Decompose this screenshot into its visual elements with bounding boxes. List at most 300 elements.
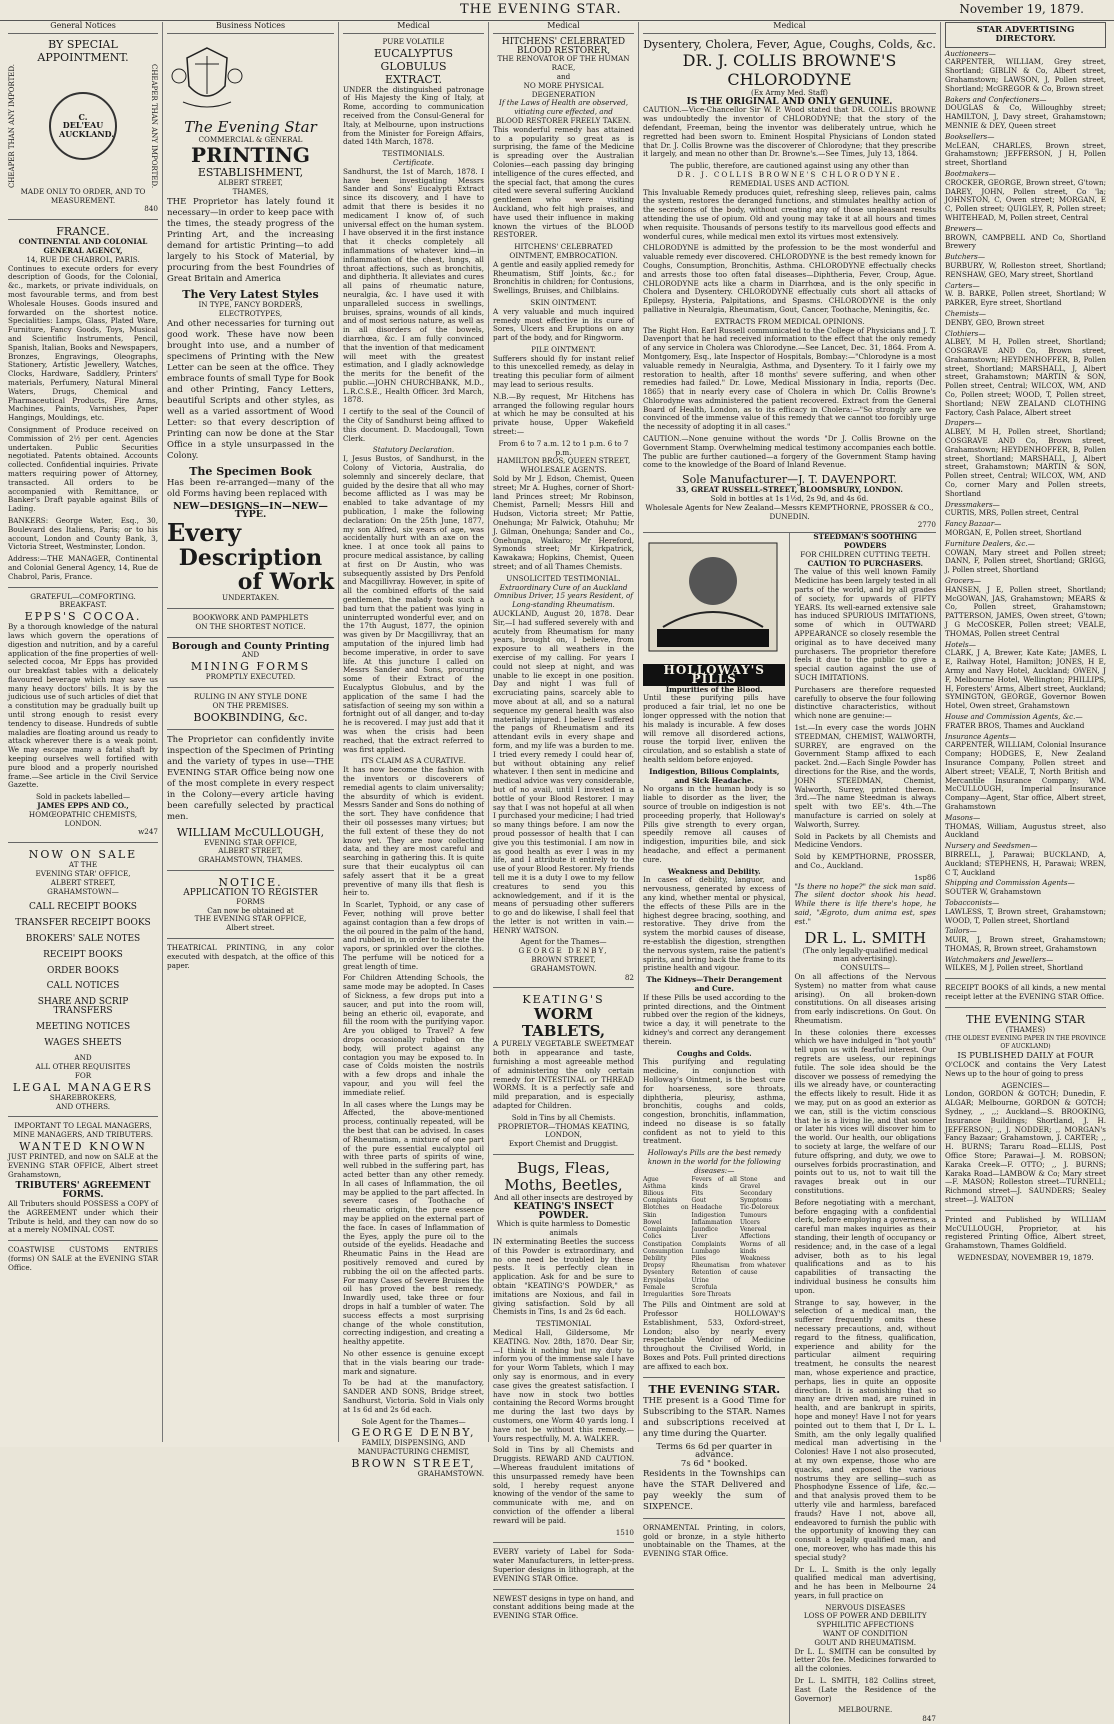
smith-body-4: Dr L. L. Smith is the only legally qualified medical man advertising, and he has been in Melbourne 24 years, in full practice on [794, 1564, 936, 1600]
albert-street: ALBERT STREET, [218, 178, 283, 188]
davenport-address: 33, GREAT RUSSELL-STREET, BLOOMSBURY, LONDON. [676, 485, 903, 495]
disease-item: Bilious Complaints [643, 1190, 678, 1205]
directory-entry [945, 641, 1106, 711]
ornamental-printing: ORNAMENTAL Printing, in colors, gold or bronze, in a style hitherto unobtainable on the Thames, at the EVENING STAR Office. [643, 1522, 786, 1559]
disease-item: Stone and Gravel [739, 1175, 786, 1190]
albert-street-3: Albert street. [226, 923, 275, 933]
steedman-heading: STEEDMAN'S SOOTHING POWDERS [813, 532, 918, 551]
mining-forms: MINING FORMS [190, 660, 311, 674]
on-premises: ON THE PREMISES. [212, 700, 289, 710]
published-body: O'CLOCK and contains the Very Latest News up to the hour of going to press [945, 1060, 1106, 1078]
denby-name: GEORGE DENBY, [518, 946, 609, 956]
directory-listing: MUIR, J, Brown street, Grahamstown; THOMAS, R, Brown street, Grahamstown [945, 935, 1106, 953]
type-borders: IN TYPE, FANCY BORDERS, [198, 299, 303, 309]
every-variety: EVERY variety of Label for Soda-water Manufacturers, in letter-press. Superior designs in lithograph, at the EVENING STAR Office. [493, 1547, 634, 1583]
disease-item: Jaundice [691, 1226, 718, 1234]
and-word: AND [74, 1053, 92, 1063]
booked: 7s 6d " booked. [680, 1459, 748, 1470]
disease-item: Dysentery [643, 1269, 674, 1277]
and-word: AND [241, 650, 260, 660]
wholesale-agents: Wholesale Agents for New Zealand—Messrs KEMPTHORNE, PROSSER & CO., DUNEDIN. [645, 502, 934, 521]
obtained-at: Can now be obtained at [207, 905, 294, 915]
original-genuine: IS THE ORIGINAL AND ONLY GENUINE. [686, 96, 893, 107]
grahamstown: GRAHAMSTOWN. [417, 1468, 484, 1478]
albert-street-2: ALBERT STREET, [218, 846, 283, 856]
column-business-notices [162, 22, 338, 1442]
holloway-crest-icon [643, 537, 783, 657]
residents-body: Residents in the Townships can have the STAR Delivered and pay weekly the sum of SIXPENCE. [643, 1468, 786, 1512]
directory-category: Bakers and Confectioners— [945, 94, 1047, 104]
agency-body: Continues to execute orders for every description of Goods, for the Colonial, &c., markets, or private individuals, on most favourable terms, and from best Wholesale Houses. Goods insured and forwarded on the shortest notice. Specialities: Lamps, Glass, Plated Ware, Furniture, Fancy Goods, Toys, Musical and Scientific Instruments, Pencil, Spanish, Italian, Books and Newspapers, Bronzes, Engravings, Oleographs, Stationery, Artistic Jewellery, Watches, Clocks, Hardware, Saddlery, Printers' materials, Perfumery, Natural Mineral Waters, Drugs, Chemical and Pharmaceutical Products, Fire Arms, Machines, Paints, Varnishes, Paper Hangings, Mouldings, etc. [8, 263, 158, 423]
disease-item: Debility [643, 1254, 667, 1262]
disease-item: Secondary Symptoms [739, 1190, 773, 1205]
exterminating-body: IN exterminating Beetles the success of this Powder is extraordinary, and no one need be troubled by these pests. It is perfectly clean in application. Ask for and be sure to obtain "KEATING'S POWDER," as imitations are Noxious, and fail in giving satisfaction. Sold by all Chemists in Tins, 1s and 2s 6d each. [493, 1237, 634, 1317]
hitchens-body-1: This wonderful remedy has attained to a popularity so great as is surprising, the fame of the Medicine is spreading over the Australian Colonies—each passing day bringing intelligence of the cures effected, and the special fact, that among the cures cited were several suffering Auckland gentlemen who were visiting Auckland, who felt high praises, and have used their influence in making known the virtues of the BLOOD RESTORER. [493, 124, 634, 240]
notice-heading: NOTICE. [218, 875, 283, 889]
directory-category: Dressmakers— [945, 499, 1000, 509]
seal-text: C. DEL'EAU AUCKLAND. [59, 111, 115, 140]
specimen-book: The Specimen Book [189, 464, 312, 478]
smith-body-2: Before negotiating with a merchant, before engaging with a confidential clerk, before employing a governess, a careful man makes inquiries as their standing, their length of occupancy or residence; and, in the case of a legal adviser, both as to his legal qualifications and as to his capabilities of transacting the individual business he consults him upon. [794, 1197, 936, 1295]
melbourne: MELBOURNE. [838, 1705, 893, 1715]
terms: Terms 6s 6d per quarter in advance. [656, 1441, 773, 1461]
confidently-body: The Proprietor can confidently invite inspection of the Specimen of Printing and the variety of types in use—THE EVENING STAR Office being now one of the most complete in every respect in the Colony—every article having been carefully selected by practical men. [167, 734, 334, 822]
bookwork: BOOKWORK AND PAMPHLETS [192, 612, 309, 622]
disease-item: Blotches on Skin [643, 1204, 689, 1219]
extract-heading: EXTRACT. [384, 72, 443, 86]
directory-entry [945, 899, 1106, 925]
grateful-heading: GRATEFUL—COMFORTING. [30, 591, 136, 601]
wanted-known: WANTED KNOWN [19, 1139, 147, 1153]
and-word: and [556, 71, 571, 81]
ruling: RULING IN ANY STYLE DONE [193, 691, 308, 701]
disease-item: Venereal Affections [739, 1226, 771, 1241]
directory-listing: COWAN, Mary street and Pollen street; DANN, F, Pollen street, Shortland; GRIGG, J, Pollen street, Shortland [945, 547, 1106, 575]
nervous-diseases: NERVOUS DISEASES [825, 1602, 906, 1612]
directory-category: Bootmakers— [945, 168, 996, 178]
certificate-heading: Certificate. [393, 157, 434, 167]
directory-entry [945, 713, 1106, 731]
agency-bankers: BANKERS: George Water, Esq., 30, Boulevard des Italiens, Paris; or to his account, London and County Bank, 3, Victoria Street, Westminster, London. [8, 515, 158, 552]
latest-styles: The Very Latest Styles [182, 287, 319, 301]
hitchens-body-3: A very valuable and much inquired remedy most effective in its cure of Sores, Ulcers and Eruptions on any part of the body, and for Ringworm. [493, 306, 634, 343]
directory-listing: ALBEY, M H, Pollen street, Shortland; COSGRAVE AND Co, Brown street, Grahamstown; HEYDENHOFFER, B, Pollen street, Shortland; MARSHALL, J, Albert street, Grahamstown; MARTIN & SON, Pollen street, Central; WILCOX, WM, AND Co, corner Mary and Pollen streets, Shortland [945, 427, 1106, 498]
directory-category: Brewers— [945, 223, 983, 233]
keating-powder: KEATING'S INSECT POWDER. [513, 1201, 614, 1221]
borough-printing: Borough and County Printing [171, 640, 330, 652]
directory-category: Shipping and Commission Agents— [945, 878, 1075, 888]
agency-address: 14, RUE DE CHABROL, PARIS. [26, 254, 140, 264]
kidneys-heading: The Kidneys—Their Derangement and Cure. [646, 975, 783, 993]
column-heading: Business Notices [167, 22, 334, 34]
directory-listing: BROWN, CAMPBELL AND Co, Shortland Brewery [945, 232, 1106, 251]
disease-item: Tumours [739, 1211, 767, 1219]
directory-listing: CARPENTER, WILLIAM, Grey street, Shortland; GIBLIN & Co, Albert street, Grahamstown; LAWSON, J, Pollen street, Shortland; McGREGOR & Co, Brown street [945, 57, 1106, 93]
evening-star-title: The Evening Star [184, 117, 317, 136]
sole-manufacturer: Sole Manufacturer—J. T. DAVENPORT. [682, 473, 897, 487]
directory-heading: STAR ADVERTISING DIRECTORY. [945, 22, 1106, 48]
description-heading: Description [178, 545, 323, 572]
receipt-books: RECEIPT BOOKS of all kinds, a new mental receipt letter at the EVENING STAR Office. [945, 983, 1106, 1002]
brown-street: BROWN STREET, [531, 955, 596, 965]
ad-number-2: 1510 [615, 1527, 634, 1537]
book-item: ORDER BOOKS [46, 965, 119, 976]
other-body: And other necessaries for turning out good work. These have now been brought into use, and a number of specimens of Printing with the New Letter can be seen at the office. They embrace founts of small Type for Book and other Printing, Fancy Letters, beautiful Scripts and other styles, as well as a varied assortment of Wood Letter: so that every description of Printing can now be done at the Star Office in a style unsurpassed in the Colony. [167, 318, 334, 461]
gout-rheumatism: GOUT AND RHEUMATISM. [814, 1637, 917, 1647]
directory-listing: McLEAN, CHARLES, Brown street, Grahamstown; JEFFERSON, J H, Pollen street, Shortland [945, 140, 1106, 168]
directory-entry [945, 225, 1106, 251]
electrotypes: ELECTROTYPES, [218, 308, 283, 318]
testimonials-heading: TESTIMONIALS. [382, 149, 445, 159]
thames: THAMES, [232, 187, 269, 197]
disease-item: Liver Complaints [691, 1233, 726, 1248]
directory-entry [945, 927, 1106, 953]
directory-listing: W. B. BARKE, Pollen street, Shortland; W PARKER, Eyre street, Shortland [945, 289, 1106, 308]
table-intro: Holloway's Pills are the best remedy known in the world for the following diseases:— [647, 1148, 781, 1175]
directory-entry [945, 170, 1106, 223]
disease-item: Weakness from whatever cause [739, 1254, 786, 1277]
eucalyptus-notice: No other essence is genuine except that in the vials bearing our trade-mark and signature. [343, 1348, 484, 1376]
disease-item: Rheumatism [691, 1262, 730, 1270]
eucalyptus-heading: EUCALYPTUS GLOBULUS [373, 46, 454, 73]
epps-sub: HOMŒOPATHIC CHEMISTS, [28, 809, 138, 819]
book-item: RECEIPT BOOKS [43, 949, 123, 960]
testimonial-heading: TESTIMONIAL [536, 1319, 591, 1329]
every-heading: Every [167, 518, 242, 548]
directory-entry [945, 879, 1106, 897]
disease-item: Piles [691, 1254, 706, 1262]
chlorodyne-body-2: CHLORODYNE is admitted by the profession to be the most wonderful and valuable remedy ever discovered. CHLORODYNE is the best remedy known for Coughs, Consumption, Bronchitis, Asthma. CHLORODYNE effectually checks and arrests those too often fatal diseases—Diphtheria, Fever, Croup, Ague. CHLORODYNE acts like a charm in Diarrhœa, and is the only specific in Cholera and Dysentery. CHLORODYNE effectually cuts short all attacks of Epilepsy, Hysteria, Palpitations, and Spasms. CHLORODYNE is the only palliative in Neuralgia, Rheumatism, Gout, Cancer, Toothache, Meningitis, &c. [643, 243, 936, 314]
shortest-notice: ON THE SHORTEST NOTICE. [195, 621, 306, 631]
disease-item: Bowel Complaints [643, 1218, 678, 1234]
steedman-sold: Sold in Packets by all Chemists and Medicine Vendors. [794, 831, 936, 850]
disease-item: Consumption [643, 1247, 684, 1255]
grahamstown: GRAHAMSTOWN. [530, 963, 597, 973]
wanted-body: JUST PRINTED, and now on SALE at the EVENING STAR OFFICE, Albert street Grahamstown, [8, 1151, 158, 1179]
directory-category: Masons— [945, 812, 981, 822]
disease-item: Asthma [643, 1182, 666, 1190]
and-others: AND OTHERS. [55, 1101, 111, 1111]
directory-entry [945, 956, 1106, 974]
epps-city: LONDON. [64, 818, 102, 828]
claim-heading: ITS CLAIM AS A CURATIVE. [361, 756, 466, 766]
worm-tablets: WORM TABLETS, [521, 1005, 606, 1041]
unsolicited-heading: UNSOLICITED TESTIMONIAL. [506, 573, 621, 583]
epps-cocoa-heading: EPPS'S COCOA. [24, 610, 142, 624]
directory-category: Furniture Dealers, &c.— [945, 538, 1035, 548]
directory-entry [945, 419, 1106, 498]
chlorodyne-caution-2: CAUTION.—None genuine without the words "Dr J. Collis Browne on the Government Stamp. Overwhelming medical testimony accompanies each bottle. The public are further cautioned—a forgery of the Government Stamp having come to the knowledge of the Board of Inland Revenue. [643, 434, 936, 470]
indigestion-body: No organs in the human body is so liable to disorder as the liver, the source of trouble on indigestion is not proceeding properly, that Holloway's Pills give strength to every organ, speedily remove all causes of indigestion, impurities bile, and sick headache, and effect a permanent cure. [643, 784, 786, 864]
directory-listing: HANSEN, J E, Pollen street, Shortland; McGOWAN, JAS, Grahamstown; MEARS & Co, Pollen street, Grahamstown; PATTERSON, JAMES, Owen street, G'town; J G McCOSKER, Pollen street; VEALE, THOMAS, Pollen street Central [945, 584, 1106, 638]
side-text-right: CHEAPER THAN ANY IMPORTED. [150, 63, 158, 188]
agency-contact: Address:—THE MANAGER, Continental and Colonial General Agency, 14, Rue de Chabrol, Paris, France. [8, 554, 158, 581]
thames: (THAMES) [1005, 1024, 1046, 1034]
eucalyptus-body-1: UNDER the distinguished patronage of His Majesty the King of Italy, at Rome, according to communication received from the Consul-General for Italy, at Melbourne, upon instructions from the Minister for Foreign Affairs, dated 14th March, 1878. [343, 84, 484, 147]
steedman-list: 1st.—In every case the words JOHN STEEDMAN, CHEMIST, WALWORTH, SURREY, are engraved on the Government Stamp affixed to each packet. 2nd.—Each Single Powder has directions for the Rise, and the words, JOHN STEEDMAN, Chemist, Walworth, Surrey, printed thereon. 3rd.—The name Steedman is always spelt with two EE's. 4th.—The manufacture is carried on solely at Walworth, Surrey. [794, 722, 936, 829]
directory-entry [945, 133, 1106, 168]
remedial-heading: REMEDIAL USES AND ACTION. [729, 178, 850, 188]
column-heading: General Notices [8, 22, 158, 34]
disease-item: Dropsy [643, 1262, 665, 1270]
bugs-fleas: Bugs, Fleas, Moths, Beetles, [504, 1159, 623, 1195]
hitchens-ointment: HITCHENS' CELEBRATED OINTMENT, EMBROCATION. [509, 242, 618, 260]
smith-end: Dr L. L. SMITH can be consulted by letter 20s fee. Medicines forwarded to all the colonies. [794, 1646, 936, 1674]
eucalyptus-had: To be had at the manufactory, SANDER AND SONS, Bridge street, Sandhurst, Victoria. Sold in Vials only at 1s 6d and 2s 6d each. [343, 1378, 484, 1414]
skin-ointment: SKIN OINTMENT. [530, 297, 597, 307]
directory-category: Chemists— [945, 308, 986, 318]
directory-listing: CLARK, J A, Brewer, Kate Kate; JAMES, L E, Railway Hotel, Hamilton; JONES, H E, Army and Navy Hotel, Auckland; OWEN, J F, Melbourne Hotel, Wellington; PHILLIPS, H, Foresters' Arms, Albert street, Auckland; SYMINGTON, GEORGE, Governor Bowen Hotel, Owen street, Grahamstown [945, 648, 1106, 711]
steedman-body: The value of this well known Family Medicine has been largely tested in all parts of the world, and by all grades of society, for upwards of FIFTY YEARS. Its well-earned extensive sale has induced SPURIOUS IMITATIONS, some of which in OUTWARD APPEARANCE so closely resemble the original as to have deceived many purchasers. The proprietor therefore feels it due to the public to give a special caution against the use of SUCH IMITATIONS. [794, 567, 936, 682]
column-heading: Medical [493, 22, 634, 34]
epps-body: By a thorough knowledge of the natural laws which govern the operations of digestion and nutrition, and by a careful application of the fine properties of well-selected cocoa, Mr Epps has provided our breakfast tables with a delicately flavoured beverage which may save us many heavy doctors' bills. It is by the judicious use of such articles of diet that a constitution may be gradually built up until strong enough to resist every tendency to disease. Hundreds of subtle maladies are floating around us ready to attack wherever there is a weak point. We may escape many a fatal shaft by keeping ourselves well fortified with pure blood and a properly nourished frame.—See article in the Civil Service Gazette. [8, 622, 158, 790]
disease-item: Headache [691, 1204, 723, 1212]
albert-street: ALBERT STREET, [50, 877, 116, 887]
column-directory [940, 22, 1110, 1442]
disease-item: Retention of Urine [691, 1269, 737, 1284]
disease-item: Ague [643, 1175, 659, 1183]
directory-category: House and Commission Agents, &c.— [945, 711, 1083, 721]
agency-body-2: Consignment of Produce received on Commission of 2½ per cent. Agencies undertaken. Public Securities negotiated. Patents obtained. Accounts collected. Confidential inquiries. Private matters requiring power of Attorney, transacted. All orders to be accompanied with Remittance, or Banker's Draft payable against Bills of Lading. [8, 424, 158, 514]
coughs-heading: Coughs and Colds. [676, 1048, 752, 1058]
undertaken: UNDERTAKEN. [222, 593, 279, 603]
directory-entry [945, 520, 1106, 538]
made-only: MADE ONLY TO ORDER, AND TO MEASUREMENT. [20, 186, 146, 205]
column-heading: Medical [343, 22, 484, 34]
syphilitic: SYPHILITIC AFFECTIONS [816, 1620, 914, 1630]
ex-army: (Ex Army Med. Staff) [751, 87, 828, 97]
consults: CONSULTS— [840, 963, 891, 973]
theatrical-notice: THEATRICAL PRINTING, in any color executed with despatch, at the office of this paper. [167, 942, 334, 970]
smith-body: In these colonies there excesses which we have indulged in "hot youth" tell upon us with fearful interest. Our regrets are useless, our repinings futile. The sole idea should be the discover we possess of remedying the ills we already have, or counteracting the effects likely to result. Hide it as we may, put on as good an exterior as we can, still is the victim conscious that he is a living lie, and that sooner or later his vices will discover him to the world. Our health, our obligations to society at large, the welfare of our future offspring, and duty, we owe to ourselves forbids procrastination, and points out to us, not to wait till the ravages break out in our constitutions. [794, 1027, 936, 1196]
book-item: CALL RECEIPT BOOKS [29, 902, 137, 913]
testimonial-body: AUCKLAND, August 20, 1878. Dear Sir,—I had suffered severely with and acutely from Rheumatism for many years, brought on, I believe, from exposure to all weathers in the exercise of my calling. For years I could not sleep at night, and was unable to lie except in one position. Day and night I was full of excruciating pains, scarcely able to move about at all, and so a natural sequence my general health was also materially injured. I believe I suffered the pangs of Rheumatism and its attendant evils in every shape and form, and my life was a burden to me. I tried every remedy I could hear of, but without obtaining any relief whatever. I then sent in medicine and medical advice was very considerable, but of no avail, until I invested in a bottle of your Blood Restorer. I may say that I was not hopeful at all when I purchased your medicine; I had tried so many things before. I am now the proud possessor of health that I can give you this testimonial. I am now in as good health as ever I was in my life, and I attribute it entirely to the use of your Blood Restorer. My friends tell me it is a duty I owe to my fellow creatures to send you this acknowledgement, and if it is the means of persuading other sufferers to go and do likewise, I shall feel that the letter is not written in vain.—HENRY WATSON. [493, 609, 634, 935]
coat-of-arms-icon [167, 42, 247, 112]
important-notice: IMPORTANT TO LEGAL MANAGERS, MINE MANAGERS, AND TRIBUTERS. [12, 1121, 153, 1140]
grahamstown-thames: GRAHAMSTOWN, THAMES. [198, 855, 303, 865]
directory-entry [945, 814, 1106, 840]
disease-item: Worms of all kinds [739, 1240, 786, 1255]
column-heading: Medical [643, 22, 936, 34]
export-chemist: Export Chemist and Druggist. [508, 1139, 619, 1149]
book-item: WAGES SHEETS [44, 1037, 122, 1048]
book-item: CALL NOTICES [46, 981, 120, 992]
ad-number: 840 [144, 204, 158, 214]
hitchens-body-6: Sold by Mr J. Edson, Chemist, Queen street; Mr A. Hughes, corner of Short-land Princes street; Mr Robinson, Chemist, Parnell; Messrs Hill and Hudson, Victoria street; Mr Pattie, Onehunga; Mr Falwick, Otahuhu; Mr J. Gilman, Onehunga; Sander and Co., Onehunga, Waikaro; Mr Hereford, Symonds street; Mr Kirkpatrick, Kawakawa; Hopkins, Chemist, Queen street; and of all Thames Chemists. [493, 474, 634, 572]
directory-listing: SOUTER W, Grahamstown [945, 887, 1042, 897]
london: LONDON, [545, 1130, 582, 1140]
hamilton-bros: HAMILTON BROS, QUEEN STREET, WHOLESALE AGENTS. [496, 456, 631, 475]
disease-item: Female Irregularities [643, 1283, 684, 1298]
consult-hours: From 6 to 7 a.m. 12 to 1 p.m. 6 to 7 p.m. [498, 438, 629, 457]
sharebrokers: SHAREBROKERS, [49, 1092, 117, 1102]
steedman-subcolumn [790, 533, 936, 1724]
promptly: PROMPTLY EXECUTED. [205, 672, 296, 682]
tributers-forms: TRIBUTERS' AGREEMENT FORMS. [15, 1181, 151, 1201]
directory-listing: THOMAS, William, Augustus street, also Auckland [945, 821, 1106, 840]
disease-item: Gout [691, 1197, 707, 1205]
directory-entry [945, 842, 1106, 877]
directory-category: Grocers— [945, 576, 982, 586]
disease-item: Tic-Doloreux [739, 1204, 779, 1212]
directory-listing: DOUGLAS & Co, Willoughby street; HAMILTON, J, Davy street, Grahamstown; MENNIE & DEY, Queen street [945, 103, 1106, 130]
es-title: THE EVENING STAR [966, 1012, 1085, 1026]
directory-category: Insurance Agents— [945, 731, 1017, 741]
column-medical-2 [488, 21, 638, 1621]
directory-listing: LAWLESS, T, Brown street, Grahamstown; WOOD, T, Pollen street, Shortland [945, 906, 1106, 925]
denby-name: GEORGE DENBY, [351, 1426, 476, 1440]
mccullough-name: WILLIAM McCULLOUGH, [176, 825, 325, 839]
directory-entry [945, 50, 1106, 94]
of-work-heading: of Work [237, 569, 334, 596]
chlorodyne-body-3: The Right Hon. Earl Russell communicated to the College of Physicians and J. T. Davenport that he had received information to the effect that the only remedy of any service in Cholera was Chlorodyne.—See Lancet, Dec. 31, 1864. From A. Montgomery, Esq., late Inspector of Hospitals, Bombay:—"Chlorodyne is a most valuable remedy in Neuralgia, Asthma, and Dysentery. To it I fairly owe my restoration to health, after 18 months' severe suffering, and when other remedies had failed." Dr. Lowe, Medical Missionary in India, reports (Dec. 1865) that in nearly every case of Cholera in which Dr. Collis Browne's Chlorodyne was administered the patient recovered. Extract from the General Board of Health, London, as to its efficacy in Cholera:—"So strongly are we convinced of the immense value of this remedy that we cannot too forcibly urge the necessity of adopting it in all cases." [643, 325, 936, 432]
directory-listing: CURTIS, MRS, Pollen street, Central [945, 508, 1079, 518]
caution-purchasers: CAUTION TO PURCHASERS. [807, 558, 924, 568]
statutory-heading: Statutory Declaration. [372, 445, 455, 455]
book-item: MEETING NOTICES [35, 1021, 131, 1032]
steedman-sold-2: Sold by KEMPTHORNE, PROSSER, and Co., Auckland. [794, 852, 936, 870]
issue-date: WEDNESDAY, NOVEMBER 19, 1879. [957, 1253, 1094, 1262]
eucalyptus-body-4: I, Jesus Bustos, of Sandhurst, in the Colony of Victoria, Australia, do solemnly and sincerely declare, that guided by the desire that all who may become afflicted as I was may be enabled to take advantage of my publication, I make the following declaration: On the 25th June, 1877, my son Alfred, six years of age, was accidentally hurt with an axe on the knee. I at once took all pains to procure medical assistance, by calling at first on Dr Austin, who was subsequently assisted by Drs Penfold and Macgillivray. However, in spite of all the combined efforts of the said gentlemen, the malady took such a bad turn that the patient was lying in uninterrupted wonderful ever, and on the 17th August, 1877, the opinion was given by Dr Macgillivray, that an amputation of the injured limb had become imperative, in order to save life. At this juncture I called on Messrs Sander and Sons, procuring some of their Extract of the Eucalyptus Globulus, and by the application of the same I had the satisfaction of seeing my son within a fortnight out of all danger, and to-day he is recovered. I may just add that it was when the crisis had been reached, that the extract referred to was first applied. [343, 454, 484, 754]
ad-number: 82 [624, 972, 634, 982]
published-daily: IS PUBLISHED DAILY at FOUR [957, 1051, 1094, 1062]
ad-number: 2770 [917, 520, 936, 530]
brown-street: BROWN STREET, [351, 1456, 476, 1470]
smith-body-3: Strange to say, however, in the selection of a medical man, the sufferer frequently omits these necessary precautions, and, without regard to the fitness, qualification, experience and ability for the particular ailment requiring treatment, he consults the nearest man, whose experience and practice, perhaps, lies in quite an opposite direction. It is astonishing that so many are driven mad, are ruined in health, and are bankrupt in spirits, hope and money! Have I not for years pointed out to them that I, Dr L. L. Smith, am the only legally qualified medical man advertising in the Colonies! Have I not also prosecuted, at my own expense, those who are quacks, and exposed the various nostrums they are selling—such as Phosphodyne Essence of Life, &c.—and that analysis proved them to be utterly vile and harmless, barefaced frauds? Have I not, above all, endeavored to furnish the public with the opportunity of knowing they can consult a legally qualified man, and one, moreover, who has made this his special study? [794, 1297, 936, 1562]
collis-name: DR. J. COLLIS BROWNE'S CHLORODYNE. [677, 169, 902, 179]
directory-category: Watchmakers and Jewellers— [945, 954, 1054, 964]
epps-sold: Sold in packets labelled— [35, 792, 131, 802]
disease-table [643, 1176, 785, 1298]
for-word: FOR [74, 1070, 92, 1080]
directory-category: Fancy Bazaar— [945, 519, 1002, 529]
restorer-free: BLOOD RESTORER FREELY TAKEN. [495, 115, 632, 125]
for-children: FOR CHILDREN CUTTING TEETH. [800, 549, 931, 559]
directory-category: Auctioneers— [945, 48, 996, 58]
book-item: BROKERS' SALE NOTES [25, 934, 141, 945]
legal-managers: LEGAL MANAGERS [12, 1080, 154, 1094]
application-register: APPLICATION TO REGISTER [183, 887, 318, 898]
bookbinding: BOOKBINDING, &c. [193, 710, 308, 724]
subscribe-body: THE present is a Good Time for Subscribing to the STAR. Names and subscriptions received at any time during the Quarter. [643, 1395, 786, 1439]
at-the: AT THE [68, 860, 98, 870]
grahamstown: GRAHAMSTOWN— [47, 886, 119, 896]
collis-browne-heading: DR. J. COLLIS BROWNE'S CHLORODYNE [682, 50, 897, 89]
hitchens-heading: HITCHENS' CELEBRATED BLOOD RESTORER, [501, 36, 626, 56]
loss-of-power: LOSS OF POWER AND DEBILITY [803, 1611, 927, 1621]
oldest-paper: (THE OLDEST EVENING PAPER IN THE PROVINCE OF AUCKLAND) [945, 1034, 1106, 1051]
impurities-body: Until these purifying pills have produced a fair trial, let no one be longer oppressed with the notion that his malady is incurable. A few doses will remove all disordered actions, rouse the torpid liver, enliven the circulation, and so establish a state of health seldom before enjoyed. [643, 693, 786, 765]
directory-entry [945, 282, 1106, 308]
star-office: EVENING STAR' OFFICE, [35, 869, 131, 879]
commercial-general: COMMERCIAL & GENERAL [198, 134, 303, 144]
printed-by: Printed and Published by WILLIAM McCULLOUGH, Proprietor, at his registered Printing Office, Albert street, Grahamstown, Thames Goldfield. [945, 1214, 1106, 1251]
agency-list: London, GORDON & GOTCH; Dunedin, F. ALGAR; Melbourne, GORDON & GOTCH; Sydney, ,, ,,; Auckland—S. BROOKING, Insurance Buildings; Shortland, J. H. JEFFERSON; ,, J. NODDER; ,, MORGAN's Fancy Bazaar; Grahamstown, J. CARTER; ,, H. BURNS; Tararu Road—ELLIS, Post Office Store; Parawai—J. M. ROBSON; Karaka Creek—F. OTTO; ,, J. BURNS; Karaka Road—LAMBOW & Co; Mary street—F. MASON; Rolleston street—TURNELL; Richmond street—J. SAUNDERS; Sealey street—J. WALTON [945, 1089, 1106, 1205]
epps-number: w247 [138, 827, 158, 837]
disease-item: Fits [691, 1190, 704, 1198]
ad-number-3: 847 [922, 1714, 936, 1724]
smith-address: Dr L. L. SMITH, 182 Collins street, East (Late the Residence of the Governor) [794, 1676, 936, 1703]
paper-title: THE EVENING STAR. [460, 2, 622, 17]
hitchens-body-5: N.B.—By request, Mr Hitchens has arranged the following regular hours at which he may be consulted at his private house, Upper Wakefield street:— [493, 391, 634, 437]
want-of-condition: WANT OF CONDITION [822, 1629, 908, 1639]
weakness-body: In cases of debility, languor, and nervousness, generated by excess of any kind, whether mental or physical, the effects of these Pills are in the highest degree bracing, soothing, and restorative. They drive from the system the morbid causes of disease, re-establish the digestion, strengthen the nervous system, raise the patient's spirits, and bring back the frame to its pristine health and vigour. [643, 875, 786, 973]
worm-body: A PURELY VEGETABLE SWEETMEAT both in appearance and taste, furnishing a most agreeable method of administering the only certain remedy for INTESTINAL or THREAD WORMS. It is a perfectly safe and mild preparation, and is especially adapted for Children. [493, 1039, 634, 1111]
directory-listing: CROCKER, GEORGE, Brown street, G'town; DAREY, JOHN, Pollen street, Co 'la; JOHNSTON, C, Owen street; MORGAN, E C, Pollen street; QUIGLEY, R, Pollen street; WHITEHEAD, M, Pollen street, Central [945, 177, 1106, 222]
only-qualified: (The only legally-qualified medical man advertising). [802, 945, 928, 964]
hitchens-body-4: Sufferers should fly for instant relief to this unexcelled remedy, as delay in treating this peculiar form of ailment may lead to serious results. [493, 353, 634, 390]
agencies-heading: AGENCIES— [1001, 1080, 1050, 1090]
breakfast-heading: BREAKFAST. [59, 600, 107, 610]
no-hope-verse: "Is there no hope?" the sick man said. The silent doctor shook his head. While there is life there's hope, he said, "Ægroto, dum anima est, spes est." [794, 881, 936, 926]
directory-listing: ALBEY, M H, Pollen street, Shortland; COSGRAVE AND Co, Brown street, Grahamstown; HEYDENHOFFER, B, Pollen street, Shortland; MARSHALL, J, Albert street, Grahamstown; MARTIN & SON, Pollen street, Central; WILCOX, WM, AND Co, Pollen street; WOOD, T, Pollen street, Shortland; NEW ZEALAND CLOTHING Factory, Cash Palace, Albert street [945, 337, 1106, 417]
directory-category: Drapers— [945, 418, 982, 428]
pure-volatile: PURE VOLATILE [382, 36, 445, 46]
directory-category: Hotels— [945, 639, 976, 649]
disease-item: Constipation [643, 1240, 682, 1248]
chlorodyne-body-1: This Invaluable Remedy produces quiet, refreshing sleep, relieves pain, calms the system, restores the deranged functions, and stimulates healthy action of the secretions of the body, without creating any of those unpleasant results attending the use of opium. Old and young may take it at all hours and times when requisite. Thousands of persons testify to its marvellous good effects and wonderful cures, while medical men extol its virtues most extensively. [643, 187, 936, 241]
steedman-body-2: Purchasers are therefore requested carefully to observe the four following distinctive characteristics, without which none are genuine:— [794, 684, 936, 721]
disease-item: Ulcers [739, 1218, 760, 1226]
disease-item: Fevers of all kinds [691, 1175, 737, 1190]
renovator: THE RENOVATOR OF THE HUMAN RACE, [497, 54, 630, 73]
column-general-notices [4, 22, 162, 1442]
masthead [0, 0, 1114, 21]
dr-smith-heading: DR L. L. SMITH [804, 928, 927, 947]
directory-category: Booksellers— [945, 131, 995, 141]
specimen-body: Has been re-arranged—many of the old Forms having been replaced with [167, 477, 334, 499]
consults-body: On all affections of the Nervous System) no matter from what cause arising). On all broken-down constitutions. On all diseases arising from early indiscretions. On Gout. On Rheumatism. [794, 971, 936, 1025]
keating-caution: Sold in Tins by all Chemists and Druggists. REWARD AND CAUTION.—Whereas fraudulent imitations of this unsurpassed remedy have been sold, I hereby request anyone knowing of the vendor of the same to communicate with me, and on conviction of the offender a liberal reward will be paid. [493, 1445, 634, 1525]
ad-number-2: 1sp86 [913, 872, 936, 882]
directory-list [945, 50, 1106, 974]
holloway-subcolumn [643, 533, 790, 1724]
keating-testimonial: Medical Hall, Gildersome, Mr KEATING. Nov. 28th, 1870. Dear Sir,—I think it nothing but my duty to inform you of the immense sale I have for your Worm Tablets, which I may only say is enormous, and in every case gives the greatest satisfaction. I have now in stock two bottles containing the Record Worms brought me during the last two days by customers, one Worm 40 yards long. I have not be without this remedy.—Yours respectfully, M. A. WALKER. [493, 1327, 634, 1443]
directory-entry [945, 540, 1106, 575]
forms-word: FORMS [236, 896, 265, 906]
agency-heading: CONTINENTAL AND COLONIAL GENERAL AGENCY, [18, 237, 148, 256]
now-on-sale: NOW ON SALE [28, 848, 138, 862]
side-text-left: CHEAPER THAN ANY IMPORTED. [8, 63, 16, 188]
eucalyptus-body-5: It has now become the fashion with the inventors or discoverers of remedial agents to claim universality; the absurdity of which is evident. Messrs Sander and Sons do nothing of the sort. They have confidence that their oil possesses many virtues; but the full extent of these they do not know yet. They are now collecting data, and they are most careful and searching in gathering this. It is quite sure that their eucalyptus oil can safely assert that it be a great preventive of many ills that flesh is heir to. [343, 765, 484, 898]
hitchens-body-2: A gentle and easily applied remedy for Rheumatism, Stiff Joints, &c.; for Bronchitis in children; for Contusions, Swellings, Bruises, and Chilblains. [493, 259, 635, 296]
directory-listing: DENBY, GEO, Brown street [945, 317, 1045, 327]
directory-entry [945, 733, 1106, 812]
if-laws: If the Laws of Health are observed, vitiating cure effected, and [499, 98, 628, 117]
sold-tins: Sold in Tins by all Chemists. [511, 1112, 616, 1122]
directory-category: Butchers— [945, 252, 986, 262]
no-more: NO MORE PHYSICAL DEGENERATION [523, 80, 604, 99]
directory-listing: FRATER BROS, Thames and Auckland [945, 720, 1085, 730]
directory-entry [945, 501, 1106, 519]
es-office-2: THE EVENING STAR OFFICE, [194, 914, 307, 924]
directory-category: Tailors— [945, 926, 977, 936]
proprietor-body: THE Proprietor has lately found it necessary—in order to keep pace with the times, the steady progress of the Printing Art, and the increasing demand for artistic Printing—to add largely to his Stock of Material, by procuring from the best Foundries of Great Britain and America [167, 196, 334, 284]
directory-entry [945, 330, 1106, 418]
public-cautioned: The public, therefore, are cautioned against using any other than [670, 161, 909, 171]
directory-listing: BURBURY, W, Rolleston street, Shortland; RENSHAW, GEO, Mary street, Shortland [945, 260, 1106, 279]
directory-listing: CARPENTER, WILLIAM, Colonial Insurance Company; HODGES, E, New Zealand Insurance Company, Pollen street and Albert street; VEALE, T, North British and Mercantile Insurance Company; WM. McCULLOUGH, Imperial Insurance Company—Agent, Star office, Albert street, Grahamstown [945, 740, 1106, 811]
disease-item: Lumbago [691, 1247, 720, 1255]
coughs-body: This purifying and regulating medicine, in conjunction with Holloway's Ointment, is the best cure for hoarseness, sore throats, diphtheria, pleurisy, asthma, bronchitis, coughs and colds, congestion, bronchitis, inflammation, indeed no disease is so fatally confident as not to yield to this treatment. [643, 1057, 786, 1146]
column-medical-3 [638, 21, 940, 1724]
all-other-insects: And all other insects are destroyed by [494, 1193, 633, 1203]
sole-agent: Sole Agent for the Thames— [361, 1416, 466, 1426]
column-medical-1 [338, 21, 488, 1478]
harmless: Which is quite harmless to Domestic animals [496, 1219, 631, 1238]
eucalyptus-body-7: For Children Attending Schools, the same mode may be adopted. In Cases of Sickness, a few drops put into a saucer, and put into the room will, being an etheric oil, evaporate, and fill the room with the purifying vapor. Are you obliged to Travel? A few drops occasionally rubbed on the body, will protect against any contagion you may be exposed to. In case of Colds moisten the nostrils with a few drops and inhale the vapour, and you will feel the immediate relief. [343, 973, 484, 1097]
epps-name: JAMES EPPS AND CO., [37, 801, 129, 811]
